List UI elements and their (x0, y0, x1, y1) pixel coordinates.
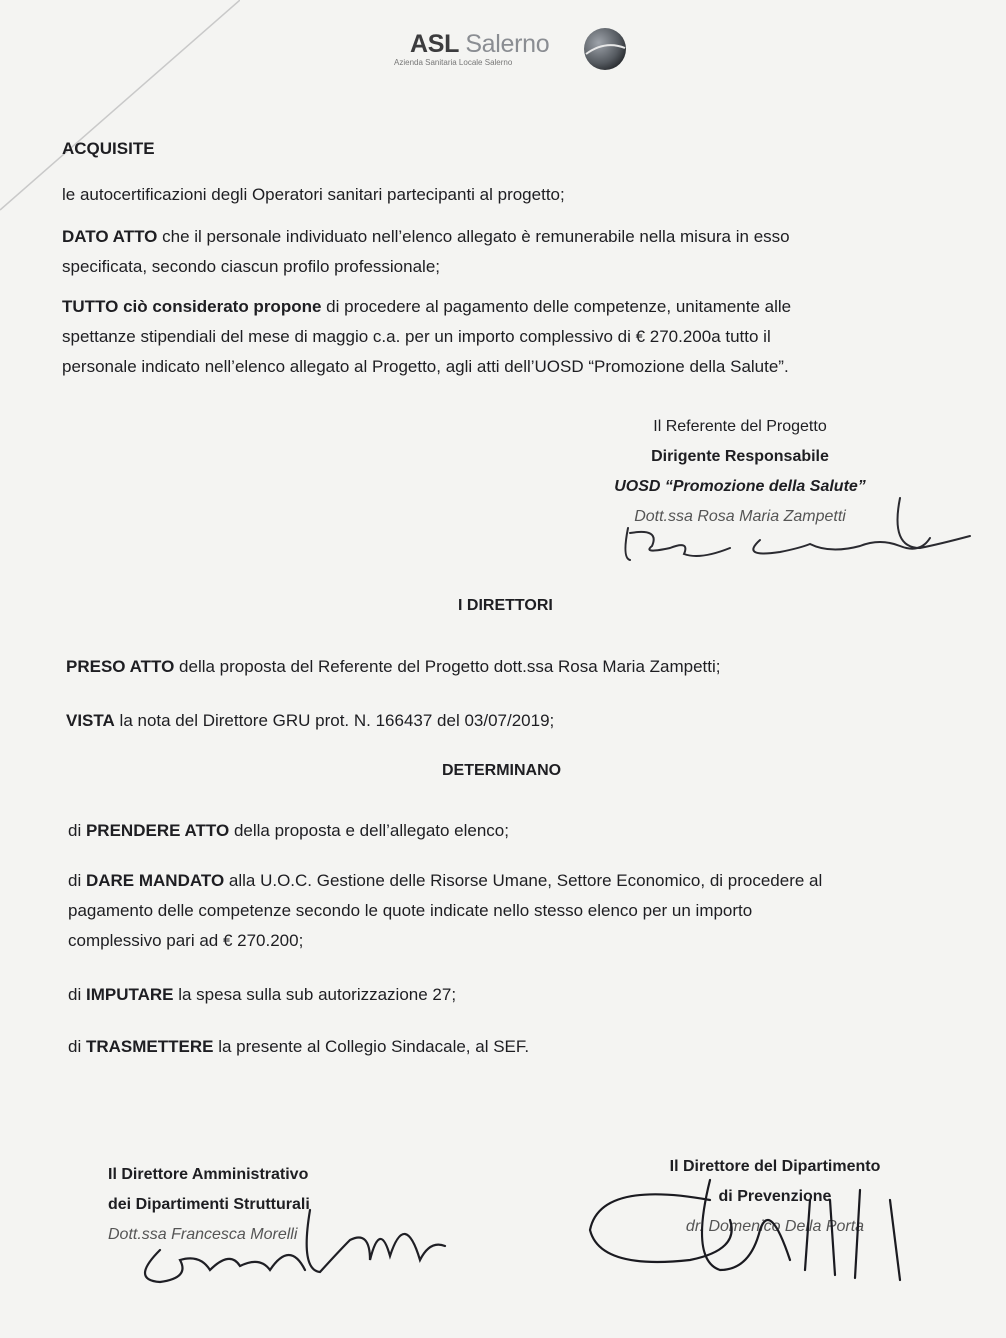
item-3-keyword: IMPUTARE (85, 985, 174, 1004)
right-signer-role: Il Direttore del Dipartimento (669, 1158, 881, 1175)
item-2-text-1: alla U.O.C. Gestione delle Risorse Umane, Settore Economico, di procedere al (224, 871, 823, 890)
item-1-text: della proposta e dell’allegato elenco; (229, 821, 509, 840)
referente-role: Il Referente del Progetto (653, 418, 827, 435)
left-signer-name: Dott.ssa Francesca Morelli (108, 1226, 298, 1243)
determinano-item-4 (68, 1032, 529, 1062)
tutto-keyword: TUTTO ciò considerato propone (62, 297, 322, 316)
item-1-keyword: PRENDERE ATTO (85, 821, 230, 840)
determinano-item-2-line-3: complessivo pari ad € 270.200; (68, 931, 304, 950)
item-3-text: la spesa sulla sub autorizzazione 27; (173, 985, 457, 1004)
logo-word-asl: ASL (410, 30, 459, 58)
logo-tagline: Azienda Sanitaria Locale Salerno (394, 58, 513, 67)
tutto-text-1: di procedere al pagamento delle competenze, unitamente alle (321, 297, 792, 316)
referente-name: Dott.ssa Rosa Maria Zampetti (634, 508, 846, 525)
vista-text: la nota del Direttore GRU prot. N. 166437 del 03/07/2019; (114, 711, 555, 730)
referente-title: Dirigente Responsabile (651, 448, 829, 465)
preso-atto-line (66, 652, 721, 682)
determinano-item-2-line-2: pagamento delle competenze secondo le quote indicate nello stesso elenco per un importo (68, 901, 753, 920)
referente-handwritten-signature (600, 488, 980, 578)
asl-logo (392, 26, 638, 78)
item-1-prefix: di (68, 821, 86, 840)
item-4-text: la presente al Collegio Sindacale, al SEF. (213, 1037, 530, 1056)
right-signer-department: di Prevenzione (718, 1188, 832, 1205)
item-3-prefix: di (68, 985, 86, 1004)
left-handwritten-signature (120, 1190, 450, 1300)
dato-atto-text-1: che il personale individuato nell’elenco allegato è remunerabile nella misura in esso (157, 227, 790, 246)
direttori-heading: I DIRETTORI (458, 597, 553, 614)
logo-word-salerno: Salerno (465, 30, 550, 58)
preso-atto-keyword: PRESO ATTO (66, 657, 175, 676)
tutto-line-2: spettanze stipendiali del mese di maggio c.a. per un importo complessivo di € 270.200a tutto il (62, 327, 771, 346)
item-4-keyword: TRASMETTERE (85, 1037, 214, 1056)
acquisite-heading (62, 134, 155, 164)
dato-atto-keyword: DATO ATTO (62, 227, 158, 246)
item-2-keyword: DARE MANDATO (85, 871, 225, 890)
right-signer-name: dr. Domenico Della Porta (685, 1218, 865, 1235)
globe-icon (582, 26, 628, 72)
dato-atto-line-2: specificata, secondo ciascun profilo professionale; (62, 257, 440, 276)
tutto-line-3: personale indicato nell’elenco allegato al Progetto, agli atti dell’UOSD “Promozione della Salute”. (62, 357, 789, 376)
preso-atto-text: della proposta del Referente del Progetto dott.ssa Rosa Maria Zampetti; (174, 657, 721, 676)
left-signer-role: Il Direttore Amministrativo (108, 1166, 309, 1183)
acquisite-text: le autocertificazioni degli Operatori sanitari partecipanti al progetto; (62, 185, 565, 204)
right-handwritten-signature (580, 1160, 910, 1290)
determinano-heading: DETERMINANO (442, 762, 562, 779)
item-2-prefix: di (68, 871, 86, 890)
tutto-line-1 (62, 292, 791, 322)
acquisite-keyword: ACQUISITE (62, 139, 155, 158)
left-signer-department: dei Dipartimenti Strutturali (108, 1196, 310, 1213)
referente-unit: UOSD “Promozione della Salute” (614, 478, 866, 495)
vista-line (66, 706, 554, 736)
dato-atto-line-1 (62, 222, 790, 252)
vista-keyword: VISTA (66, 711, 115, 730)
determinano-item-1 (68, 816, 509, 846)
item-4-prefix: di (68, 1037, 86, 1056)
logo-title (410, 30, 549, 59)
determinano-item-3 (68, 980, 456, 1010)
determinano-item-2-line-1 (68, 866, 822, 896)
